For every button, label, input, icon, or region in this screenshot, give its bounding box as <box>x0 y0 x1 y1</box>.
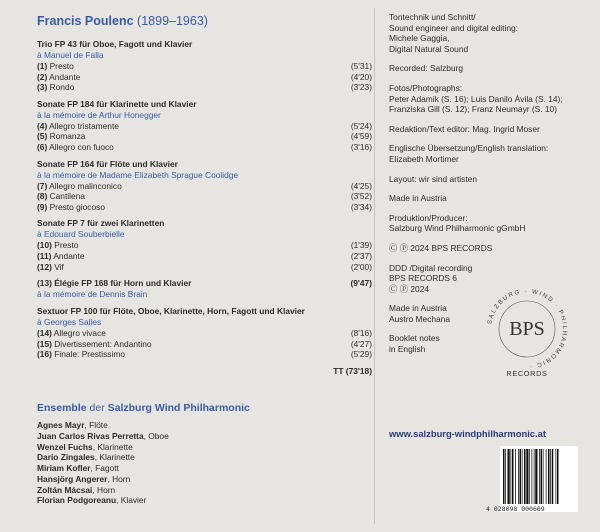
track-name: Divertissement: Andantino <box>54 338 152 349</box>
member-name: Dario Zingales <box>37 452 95 463</box>
credit-block <box>389 12 589 54</box>
made-line: Made in Austria <box>389 303 447 314</box>
work-block <box>37 306 372 360</box>
track-duration: (5'29) <box>350 349 372 360</box>
barcode-bar <box>520 449 522 504</box>
barcode-bar <box>550 449 551 504</box>
credit-line: Redaktion/Text editor: Mag. Ingrid Moser <box>389 123 540 134</box>
total-time: TT (73'18) <box>333 365 372 376</box>
barcode-bar <box>548 449 550 504</box>
ensemble-section <box>37 402 372 506</box>
track-name: Presto giocoso <box>49 201 105 212</box>
track-duration: (8'16) <box>350 328 372 339</box>
member-row <box>37 485 372 496</box>
track-label <box>37 131 85 142</box>
barcode-bar <box>526 449 528 504</box>
member-name: Florian Podgoreanu <box>37 495 117 506</box>
work-block <box>37 218 372 272</box>
track-row <box>37 61 372 72</box>
work-block <box>37 278 372 300</box>
work-dedication: à la mémoire de Madame Elizabeth Sprague Coolidge <box>37 169 239 180</box>
credit-line: Tontechnik und Schnitt/ <box>389 12 476 22</box>
track-label <box>37 251 85 262</box>
label_info-line: DDD /Digital recording <box>389 262 473 273</box>
track-row <box>37 72 372 83</box>
track-number: (8) <box>37 191 48 202</box>
member-name: Wenzel Fuchs <box>37 441 93 452</box>
track-label <box>37 339 152 350</box>
barcode-bar <box>529 449 530 504</box>
track-row <box>37 142 372 153</box>
work-dedication: à Georges Salles <box>37 317 102 328</box>
ensemble-middle: der <box>86 401 108 414</box>
track-duration: (4'20) <box>350 71 372 82</box>
label_info-line: BPS RECORDS 6 <box>389 273 457 284</box>
tracklist-column <box>37 14 372 506</box>
member-name: Hansjörg Angerer <box>37 473 108 484</box>
track-number: (16) <box>37 349 52 360</box>
track-label <box>37 202 105 213</box>
member-row <box>37 474 372 485</box>
track-duration: (5'24) <box>350 120 372 131</box>
credit-line: Made in Austria <box>389 193 447 204</box>
credit-block <box>389 83 589 115</box>
track-duration: (3'34) <box>350 201 372 212</box>
credit-block <box>389 143 589 164</box>
track-number: (5) <box>37 131 48 142</box>
credit-line: Peter Adamik (S. 16); Luis Danilo Ávila (S. 14); <box>389 93 563 104</box>
member-row <box>37 452 372 463</box>
track-name: Finale: Prestissimo <box>54 349 125 360</box>
track-name: Romanza <box>49 131 86 142</box>
member-row <box>37 463 372 474</box>
track-row <box>37 349 372 360</box>
ensemble-name: Salzburg Wind Philharmonic <box>107 401 250 414</box>
member-instrument: , Klarinette <box>92 441 133 452</box>
track-duration: (3'52) <box>350 191 372 202</box>
barcode-bar <box>546 449 547 504</box>
work-title: Sonate FP 7 für zwei Klarinetten <box>37 218 165 229</box>
member-list <box>37 420 372 506</box>
work-title-row <box>37 278 372 289</box>
credit-line: Digital Natural Sound <box>389 43 469 54</box>
track-number: (12) <box>37 261 52 272</box>
work-dedication: à la mémoire de Dennis Brain <box>37 289 148 300</box>
member-name: Zoltán Mácsai <box>37 484 93 495</box>
credits-list <box>389 12 589 254</box>
barcode-bar <box>539 449 540 504</box>
track-number: (11) <box>37 250 52 261</box>
track-name: Allegro tristamente <box>49 120 119 131</box>
credit-line: Fotos/Photographs: <box>389 82 463 93</box>
track-label <box>37 82 74 93</box>
barcode <box>500 446 578 512</box>
member-instrument: , Klarinette <box>94 452 135 463</box>
track-name: Allegro vivace <box>53 328 106 339</box>
credit-line: Englische Übersetzung/English translation: <box>389 143 549 154</box>
member-row <box>37 420 372 431</box>
barcode-bar <box>532 449 533 504</box>
track-name: Rondo <box>49 82 75 93</box>
track-name: Presto <box>49 61 74 71</box>
member-instrument: , Flöte <box>84 419 108 430</box>
logo-monogram: BPS <box>509 318 545 340</box>
ensemble-title <box>37 402 372 414</box>
track-row <box>37 262 372 273</box>
member-row <box>37 495 372 506</box>
composer-years: (1899–1963) <box>137 14 208 28</box>
track-duration: (4'27) <box>350 338 372 349</box>
credit-block <box>389 213 589 234</box>
track-name: Presto <box>54 240 79 251</box>
work-block <box>37 159 372 213</box>
track-label <box>37 181 122 192</box>
track-row <box>37 191 372 202</box>
track-name: Andante <box>49 71 81 82</box>
track-row <box>37 339 372 350</box>
track-name: Allegro con fuoco <box>49 141 114 152</box>
track-number: (2) <box>37 71 48 82</box>
member-instrument: , Horn <box>107 473 131 484</box>
track-name: Andante <box>53 250 85 261</box>
credit-line: Ⓒ Ⓟ 2024 BPS RECORDS <box>389 242 493 253</box>
member-instrument: , Klavier <box>116 495 147 506</box>
booklet-line: in English <box>389 344 426 355</box>
track-number: (1) <box>37 61 48 71</box>
track-label <box>37 142 114 153</box>
track-label <box>37 72 80 83</box>
credit-line: Layout: wir sind artisten <box>389 173 477 184</box>
track-duration: (5'31) <box>350 61 372 71</box>
track-duration: (3'23) <box>350 82 372 93</box>
barcode-bar <box>518 449 519 504</box>
credit-line: Produktion/Producer: <box>389 212 468 223</box>
track-row <box>37 131 372 142</box>
label_info-line: Ⓒ Ⓟ 2024 <box>389 283 430 294</box>
barcode-bar <box>543 449 544 504</box>
work-title: Sonate FP 164 für Flöte und Klavier <box>37 158 178 169</box>
works-list <box>37 39 372 360</box>
track-name: Vif <box>54 261 64 272</box>
track-label <box>37 349 125 360</box>
credit-block <box>389 124 589 135</box>
credit-line: Sound engineer and digital editing: <box>389 22 518 33</box>
work-title: Sonate FP 184 für Klarinette und Klavier <box>37 98 197 109</box>
track-number: (7) <box>37 180 48 191</box>
barcode-bar <box>524 449 526 504</box>
track-row <box>37 251 372 262</box>
barcode-bar <box>511 449 512 504</box>
track-name: Cantilena <box>49 191 85 202</box>
logo-ring-text: SALZBURG · WIND · PHILHARMONIC · <box>486 287 569 371</box>
track-label <box>37 262 64 273</box>
track-duration: (1'39) <box>350 240 372 251</box>
track-label <box>37 121 119 132</box>
track-number: (10) <box>37 240 52 251</box>
barcode-bar <box>556 449 557 504</box>
track-row <box>37 328 372 339</box>
track-row <box>37 121 372 132</box>
track-duration: (3'16) <box>350 141 372 152</box>
composer-heading <box>37 14 372 28</box>
track-number: (6) <box>37 141 48 152</box>
work-dedication: à la mémoire de Arthur Honegger <box>37 109 161 120</box>
credit-line: Elizabeth Mortimer <box>389 153 459 164</box>
member-row <box>37 431 372 442</box>
barcode-bar <box>535 449 537 504</box>
credit-block <box>389 243 589 254</box>
work-dedication: à Manuel de Falla <box>37 50 104 60</box>
credit-line: Recorded: Salzburg <box>389 63 464 74</box>
credit-line: Franziska Gill (S. 12); Franz Neumayr (S. 10) <box>389 104 558 115</box>
website-link[interactable]: www.salzburg-windphilharmonic.at <box>389 428 546 439</box>
member-name: Juan Carlos Rivas Perretta <box>37 430 144 441</box>
barcode-bar <box>522 449 523 504</box>
track-number: (4) <box>37 120 48 131</box>
member-row <box>37 442 372 453</box>
barcode-bar <box>552 449 554 504</box>
track-duration: (4'59) <box>350 131 372 142</box>
track-label <box>37 61 74 72</box>
track-row <box>37 240 372 251</box>
credit-block <box>389 193 589 204</box>
work-dedication: à Edouard Souberbielle <box>37 229 125 240</box>
track-row <box>37 202 372 213</box>
composer-name: Francis Poulenc <box>37 14 134 28</box>
work-duration: (9'47) <box>350 278 372 289</box>
member-instrument: , Oboe <box>143 430 169 441</box>
barcode-bar <box>515 449 516 504</box>
track-number: (14) <box>37 328 52 339</box>
work-title: (13) Élégie FP 168 für Horn und Klavier <box>37 278 192 289</box>
track-label <box>37 328 106 339</box>
ensemble-prefix: Ensemble <box>37 401 87 414</box>
barcode-bar <box>541 449 543 504</box>
logo-label: RECORDS <box>506 369 548 378</box>
track-number: (15) <box>37 338 52 349</box>
member-instrument: , Horn <box>92 484 116 495</box>
credit-line: Salzburg Wind Philharmonic gGmbH <box>389 223 526 234</box>
work-title: Trio FP 43 für Oboe, Fagott und Klavier <box>37 39 193 49</box>
work-block <box>37 39 372 93</box>
credit-block <box>389 63 589 74</box>
track-label <box>37 191 85 202</box>
track-name: Allegro malinconico <box>49 180 122 191</box>
made-line: Austro Mechana <box>389 313 450 324</box>
barcode-digits: 4 028098 000609 <box>486 505 545 513</box>
barcode-bar <box>505 449 506 504</box>
track-duration: (2'37) <box>350 250 372 261</box>
barcode-bar <box>557 449 559 504</box>
track-number: (3) <box>37 82 48 93</box>
track-duration: (2'00) <box>350 261 372 272</box>
track-label <box>37 240 78 251</box>
barcode-bar <box>512 449 514 504</box>
bps-records-logo <box>477 279 577 379</box>
member-name: Agnes Mayr <box>37 419 85 430</box>
track-row <box>37 82 372 93</box>
credit-line: Michele Gaggia, <box>389 33 450 44</box>
track-row <box>37 181 372 192</box>
work-block <box>37 99 372 153</box>
barcode-bar <box>503 449 505 504</box>
work-title: Sextuor FP 100 für Flöte, Oboe, Klarinette, Horn, Fagott und Klavier <box>37 306 305 317</box>
track-number: (9) <box>37 201 48 212</box>
booklet-line: Booklet notes <box>389 333 440 344</box>
barcode-bar <box>534 449 535 504</box>
track-duration: (4'25) <box>350 180 372 191</box>
member-instrument: , Fagott <box>90 463 119 474</box>
column-divider <box>374 8 375 524</box>
barcode-bar <box>508 449 510 504</box>
member-name: Miriam Kofler <box>37 463 91 474</box>
credit-block <box>389 174 589 185</box>
